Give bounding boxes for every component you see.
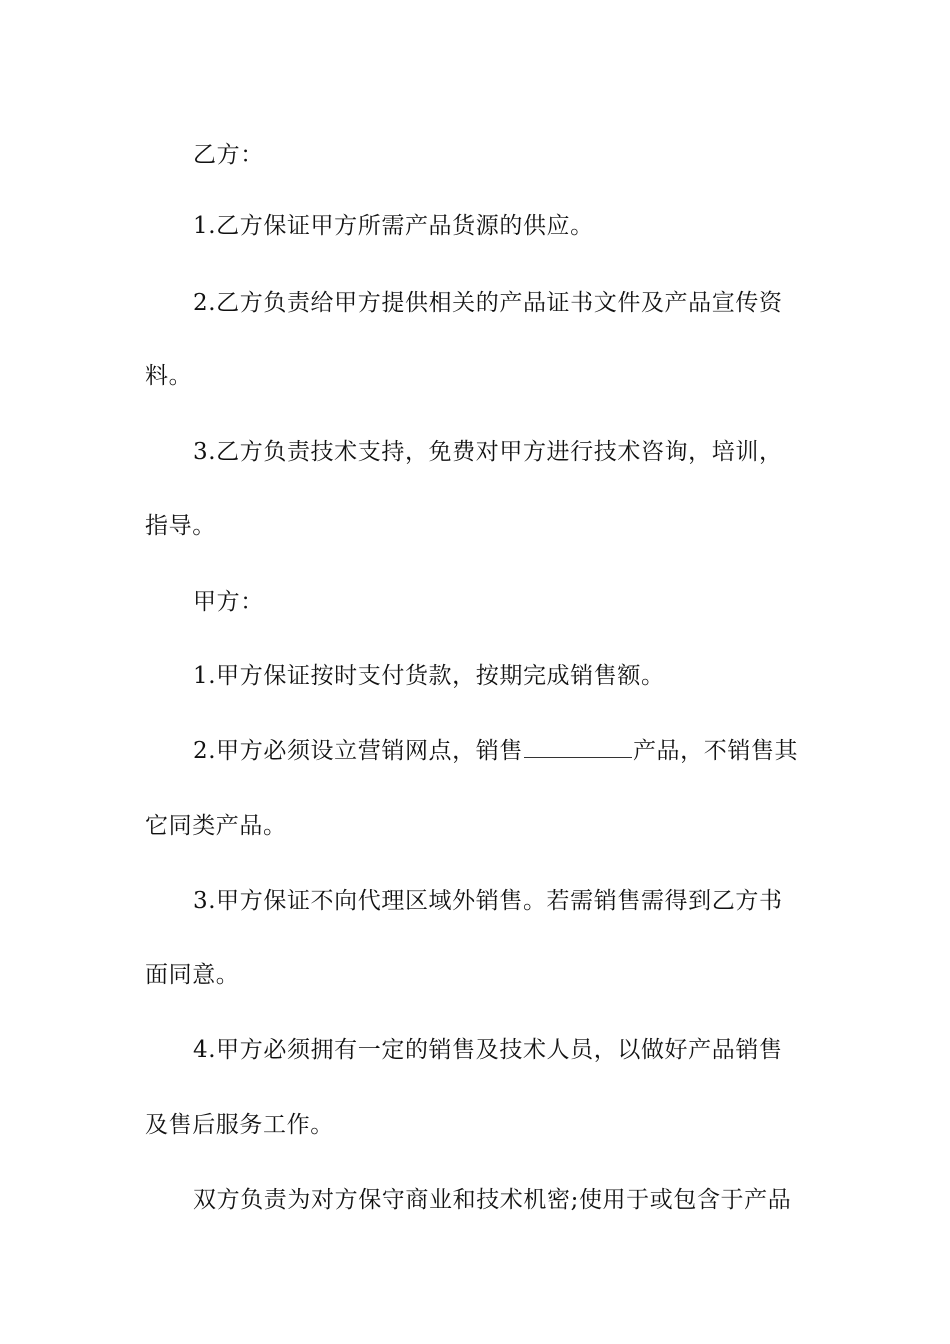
party-b-item-3-line-2: 指导。: [145, 513, 216, 539]
party-b-item-2-line-2: 料。: [145, 363, 193, 389]
party-b-item-3-line-1: 3.乙方负责技术支持，免费对甲方进行技术咨询，培训，: [193, 439, 783, 465]
party-a-item-2-line-1: [193, 731, 873, 771]
party-a-item-4-line-2: 及售后服务工作。: [145, 1112, 334, 1138]
party-a-item-2-text-after-blank: 产品，不销售其: [632, 738, 799, 764]
party-a-item-3-line-2: 面同意。: [145, 962, 240, 988]
party-a-item-2-text-before-blank: 2.甲方必须设立营销网点，销售: [193, 738, 523, 764]
party-b-heading: 乙方：: [193, 142, 264, 168]
party-b-item-1: 1.乙方保证甲方所需产品货源的供应。: [193, 213, 594, 239]
party-a-item-1: 1.甲方保证按时支付货款，按期完成销售额。: [193, 663, 665, 689]
confidentiality-line-1: 双方负责为对方保守商业和技术机密;使用于或包含于产品: [193, 1187, 792, 1213]
product-name-blank: [524, 731, 632, 758]
party-b-item-2-line-1: 2.乙方负责给甲方提供相关的产品证书文件及产品宣传资: [193, 290, 783, 316]
party-a-item-4-line-1: 4.甲方必须拥有一定的销售及技术人员，以做好产品销售: [193, 1037, 783, 1063]
party-a-item-3-line-1: 3.甲方保证不向代理区域外销售。若需销售需得到乙方书: [193, 888, 783, 914]
party-a-item-2-line-2: 它同类产品。: [145, 813, 287, 839]
party-a-heading: 甲方：: [193, 589, 264, 615]
